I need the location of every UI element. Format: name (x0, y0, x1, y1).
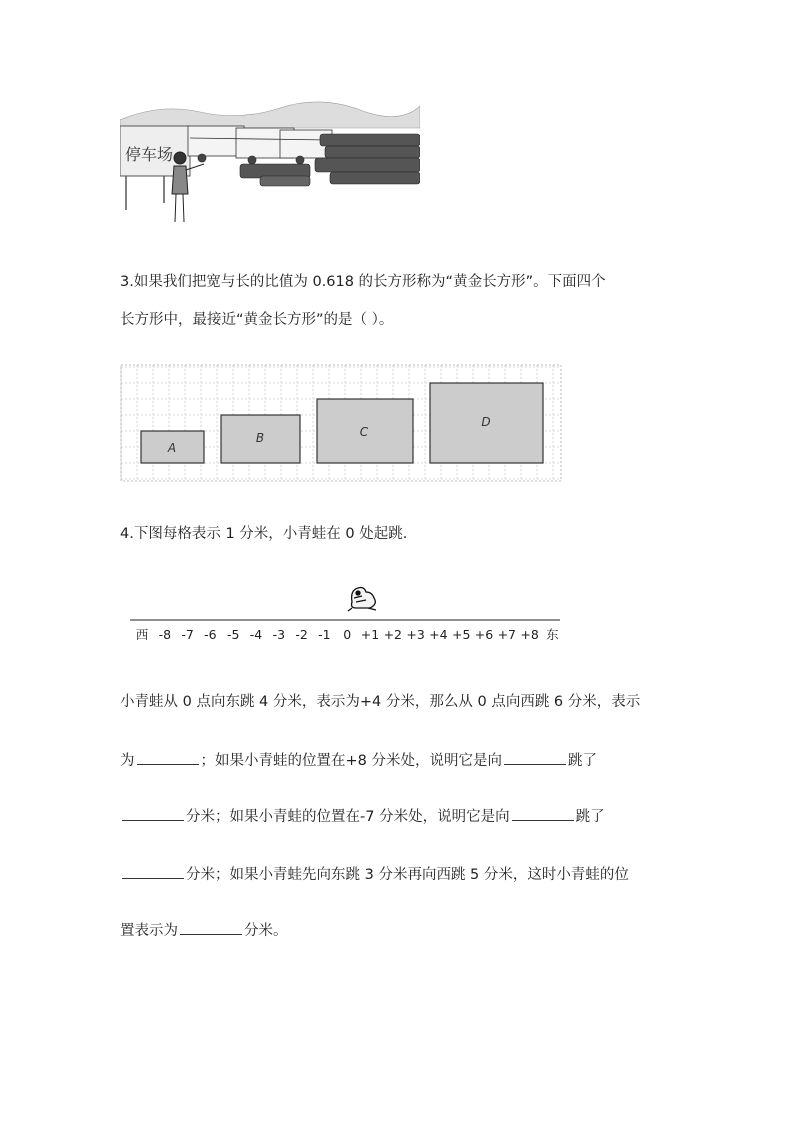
q4-title: 4.下图每格表示 1 分米，小青蛙在 0 处起跳. (120, 526, 408, 542)
q4-p2c: 跳了 (567, 753, 597, 769)
answer-blank-3[interactable] (122, 806, 184, 821)
axis-label: -7 (181, 627, 194, 642)
axis-label: +2 (383, 627, 403, 642)
axis-label: +8 (520, 627, 539, 642)
axis-label: 0 (343, 627, 352, 642)
q4-p3b: 跳了 (575, 809, 605, 825)
axis-label: +1 (360, 627, 380, 642)
rect-a-label: A (167, 441, 177, 455)
rectangle-grid (120, 364, 562, 482)
axis-label: +7 (497, 627, 517, 642)
answer-blank-6[interactable] (180, 920, 242, 935)
q4-p5b: 分米。 (244, 923, 288, 939)
axis-label: -2 (295, 627, 308, 642)
rect-c-label: C (359, 425, 369, 439)
answer-blank-1[interactable] (137, 750, 199, 765)
rect-d-label: D (481, 415, 491, 429)
q4-p2a: 为 (120, 753, 135, 769)
axis-label: -1 (318, 627, 331, 642)
q3-line2: 长方形中，最接近“黄金长方形”的是（ ）。 (120, 312, 394, 328)
answer-blank-4[interactable] (512, 806, 574, 821)
rect-b-label: B (255, 431, 265, 445)
q4-para-line5 (120, 920, 288, 941)
axis-label: -4 (249, 627, 263, 642)
q4-para-line1: 小青蛙从 0 点向东跳 4 分米，表示为+4 分米，那么从 0 点向西跳 6 分米，表示 (120, 694, 641, 710)
answer-blank-5[interactable] (122, 864, 184, 879)
q4-para-line4 (120, 864, 629, 885)
axis-label: +6 (474, 627, 494, 642)
q4-p4a: 分米；如果小青蛙先向东跳 3 分米再向西跳 5 分米，这时小青蛙的位 (186, 867, 629, 883)
parking-sign-text: 停车场 (125, 145, 174, 164)
q3-line1: 3.如果我们把宽与长的比值为 0.618 的长方形称为“黄金长方形”。下面四个 (120, 274, 606, 290)
parking-lot-illustration (120, 98, 420, 230)
axis-label: -8 (158, 627, 172, 642)
q4-para-line3 (120, 806, 605, 827)
q4-para-line2 (120, 750, 597, 771)
axis-label: 东 (546, 627, 559, 642)
axis-label: +4 (429, 627, 448, 642)
axis-label: -6 (204, 627, 217, 642)
axis-label: 西 (135, 627, 149, 642)
axis-label: -3 (272, 627, 286, 642)
number-line (120, 580, 570, 650)
q4-p3a: 分米；如果小青蛙的位置在-7 分米处，说明它是向 (186, 809, 510, 825)
q4-p5a: 置表示为 (120, 923, 178, 939)
frog-icon (348, 588, 376, 612)
axis-label: +3 (406, 627, 425, 642)
axis-label: +5 (451, 627, 471, 642)
answer-blank-2[interactable] (504, 750, 566, 765)
q4-p2b: ；如果小青蛙的位置在+8 分米处，说明它是向 (200, 753, 502, 769)
axis-label: -5 (226, 627, 240, 642)
